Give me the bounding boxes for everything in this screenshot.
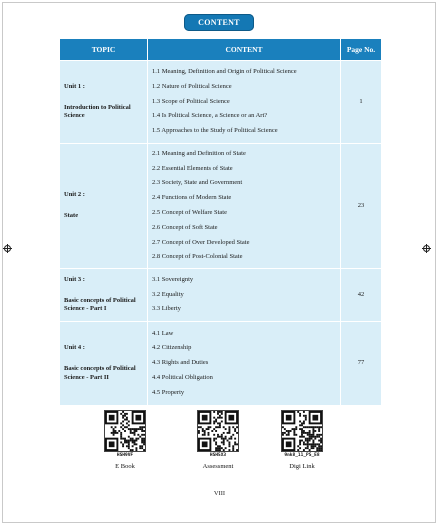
- topic-item: 2.6 Concept of Soft State: [152, 223, 218, 231]
- qr-code-icon[interactable]: [281, 410, 323, 452]
- topic-item: 4.2 Citizenship: [152, 344, 192, 352]
- topic-item: 3.3 Liberty: [152, 305, 181, 313]
- qr-code-text: HSH9VF: [116, 453, 134, 458]
- unit-cell: [60, 61, 148, 144]
- topics-cell: [148, 144, 341, 269]
- topic-item: 1.5 Approaches to the Study of Political Science: [152, 127, 278, 135]
- topic-item: 2.1 Meaning and Definition of State: [152, 149, 246, 157]
- page-number-cell: 42: [341, 269, 382, 322]
- table-header-row: [60, 39, 382, 61]
- unit-number: Unit 1 :: [64, 82, 85, 90]
- content-heading: CONTENT: [184, 14, 254, 31]
- qr-code-row: [0, 410, 439, 485]
- topic-item: 3.2 Equality: [152, 290, 184, 298]
- topics-cell: [148, 61, 341, 144]
- unit-title: Basic concepts of Political Science - Part I: [64, 296, 136, 313]
- topic-item: 2.7 Concept of Over Developed State: [152, 238, 250, 246]
- header-content: CONTENT: [148, 39, 341, 61]
- qr-code-icon[interactable]: [197, 410, 239, 452]
- topic-item: 1.4 Is Political Science, a Science or an Art?: [152, 112, 268, 120]
- contents-table: [59, 38, 382, 406]
- unit-title: Introduction to Political Science: [64, 103, 131, 120]
- page-number-cell: 23: [341, 144, 382, 269]
- unit-cell: [60, 322, 148, 406]
- topic-item: 2.5 Concept of Welfare State: [152, 209, 227, 216]
- unit-title: Basic concepts of Political Science - Part II: [64, 365, 136, 381]
- unit-cell: [60, 269, 148, 322]
- qr-label: E Book: [115, 463, 135, 470]
- qr-ebook[interactable]: [100, 410, 150, 470]
- qr-label: Digi Link: [289, 463, 315, 470]
- qr-assessment[interactable]: [193, 410, 243, 470]
- registration-mark-icon: [4, 245, 11, 252]
- qr-digi-link[interactable]: [277, 410, 327, 470]
- table-row: [60, 144, 382, 269]
- topic-item: 4.5 Property: [152, 388, 185, 396]
- qr-code-text: HSH5X3: [209, 453, 227, 458]
- table-row: [60, 61, 382, 144]
- header-page-no: Page No.: [341, 39, 382, 61]
- qr-code-text: 9nk8_11_PS_E8: [284, 453, 320, 458]
- topic-item: 2.4 Functions of Modern State: [152, 194, 232, 202]
- topic-item: 1.1 Meaning, Definition and Origin of Political Science: [152, 68, 297, 75]
- page-number: VIII: [213, 490, 226, 497]
- topic-item: 4.4 Political Obligation: [152, 373, 213, 381]
- page-number-cell: 77: [341, 322, 382, 406]
- topic-item: 1.2 Nature of Political Science: [152, 82, 232, 90]
- topic-item: 1.3 Scope of Political Science: [152, 97, 230, 105]
- topic-item: 2.8 Concept of Post-Colonial State: [152, 253, 243, 261]
- topic-item: 2.3 Society, State and Government: [152, 179, 243, 187]
- registration-mark-icon: [423, 245, 430, 252]
- qr-label: Assessment: [202, 463, 234, 470]
- unit-number: Unit 4 :: [64, 344, 85, 352]
- table-row: [60, 322, 382, 406]
- table-row: [60, 269, 382, 322]
- page-number-cell: 1: [341, 61, 382, 144]
- unit-cell: [60, 144, 148, 269]
- topic-item: 4.1 Law: [152, 329, 174, 337]
- unit-title: State: [64, 212, 79, 219]
- header-topic: TOPIC: [60, 39, 148, 61]
- topic-item: 3.1 Sovereignty: [152, 275, 194, 283]
- topic-item: 4.3 Rights and Duties: [152, 359, 209, 367]
- topics-cell: [148, 322, 341, 406]
- qr-code-icon[interactable]: [104, 410, 146, 452]
- topics-cell: [148, 269, 341, 322]
- topic-item: 2.2 Essential Elements of State: [152, 164, 233, 172]
- unit-number: Unit 3 :: [64, 275, 85, 283]
- unit-number: Unit 2 :: [64, 191, 85, 199]
